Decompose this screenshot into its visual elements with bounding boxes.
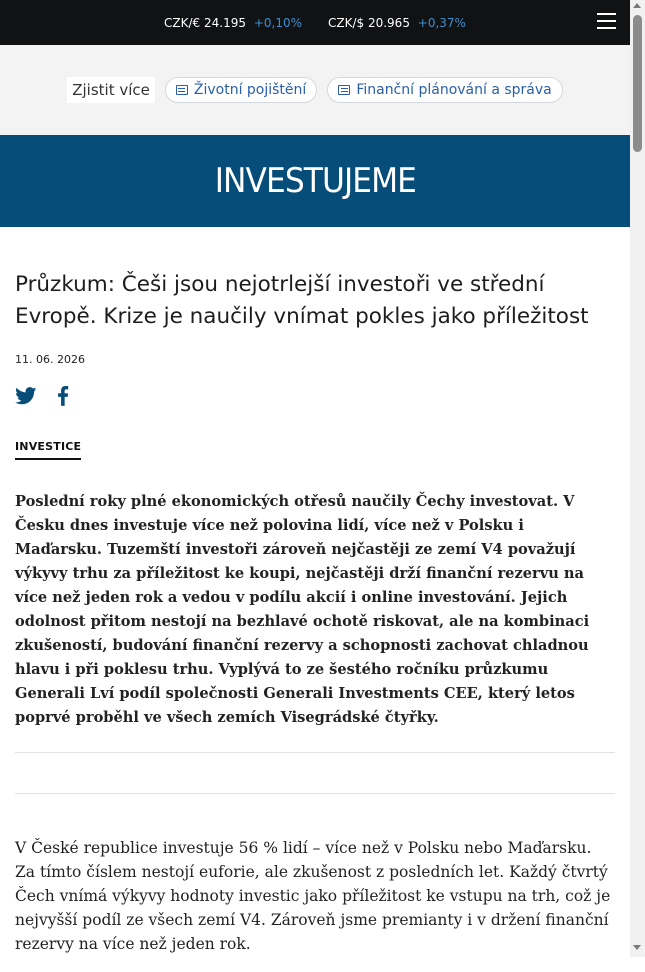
rate-eur-change: +0,10% — [253, 15, 302, 30]
topic-links — [0, 45, 630, 135]
article-perex: Poslední roky plné ekonomických otřesů naučily Čechy investovat. V Česku dnes investuje více než polovina lidí, více než v Polsku i Maďarsku. Tuzemští investoři zároveň nejčastěji ze zemí V4 považují výkyvy trhu za příležitost ke koupi, nejčastěji drží finanční rezervu na více než jeden rok a vedou v podílu akcií i online investování. Jejich odolnost přitom nestojí na bezhlavé ochotě riskovat, ale na kombinaci zkušeností, budování finanční rezervy a schopnosti zachovat chladnou hlavu i při poklesu trhu. Vyplývá to ze šestého ročníku průzkumu Generali Lví podíl společnosti Generali Investments CEE, který letos poprvé proběhl ve všech zemích Visegrádské čtyřky. — [15, 493, 590, 726]
article-date: 11. 06. 2026 — [15, 353, 85, 366]
share-buttons — [15, 384, 615, 408]
twitter-icon[interactable] — [15, 387, 37, 405]
article-body: V České republice investuje 56 % lidí – více než v Polsku nebo Maďarsku. Za tímto číslem nestojí euforie, ale zkušenost z posledních let. Každý čtvrtý Čech vnímá výkyvy hodnoty investic jako příležitost ke vstupu na trh, což je nejvyšší podíl ze všech zemí V4. Zároveň jsme premianty i v držení finanční rezervy na více než jeden rok. — [15, 839, 611, 953]
rate-eur — [164, 16, 302, 30]
scroll-up-arrow-icon[interactable] — [633, 3, 641, 8]
divider — [15, 793, 615, 794]
facebook-icon[interactable] — [57, 386, 69, 406]
learn-more-label: Zjistit více — [67, 77, 155, 103]
pill-life-insurance[interactable] — [165, 77, 317, 103]
site-logo[interactable]: INVESTUJEME — [214, 161, 416, 201]
exchange-rates — [164, 16, 466, 30]
news-icon — [338, 85, 350, 95]
news-icon — [176, 85, 188, 95]
rate-usd-change: +0,37% — [417, 15, 466, 30]
rate-usd — [328, 16, 466, 30]
scroll-thumb[interactable] — [633, 15, 642, 152]
hamburger-menu-icon[interactable] — [597, 13, 616, 31]
rate-usd-pair: CZK/$ 20.965 — [328, 15, 410, 30]
brand-header — [0, 135, 630, 227]
category-tag[interactable]: INVESTICE — [15, 440, 81, 460]
divider — [15, 752, 615, 753]
pill-life-insurance-label: Životní pojištění — [193, 82, 307, 98]
article-title: Průzkum: Češi jsou nejotrlejší investoři ve střední Evropě. Krize je naučily vnímat pokles jako příležitost — [15, 272, 589, 329]
top-bar — [0, 0, 630, 45]
scrollbar[interactable] — [630, 0, 645, 957]
article — [15, 227, 615, 972]
pill-financial-planning-label: Finanční plánování a správa — [356, 82, 552, 98]
pill-financial-planning[interactable] — [327, 77, 562, 103]
rate-eur-pair: CZK/€ 24.195 — [164, 15, 246, 30]
scroll-down-arrow-icon[interactable] — [633, 945, 641, 950]
